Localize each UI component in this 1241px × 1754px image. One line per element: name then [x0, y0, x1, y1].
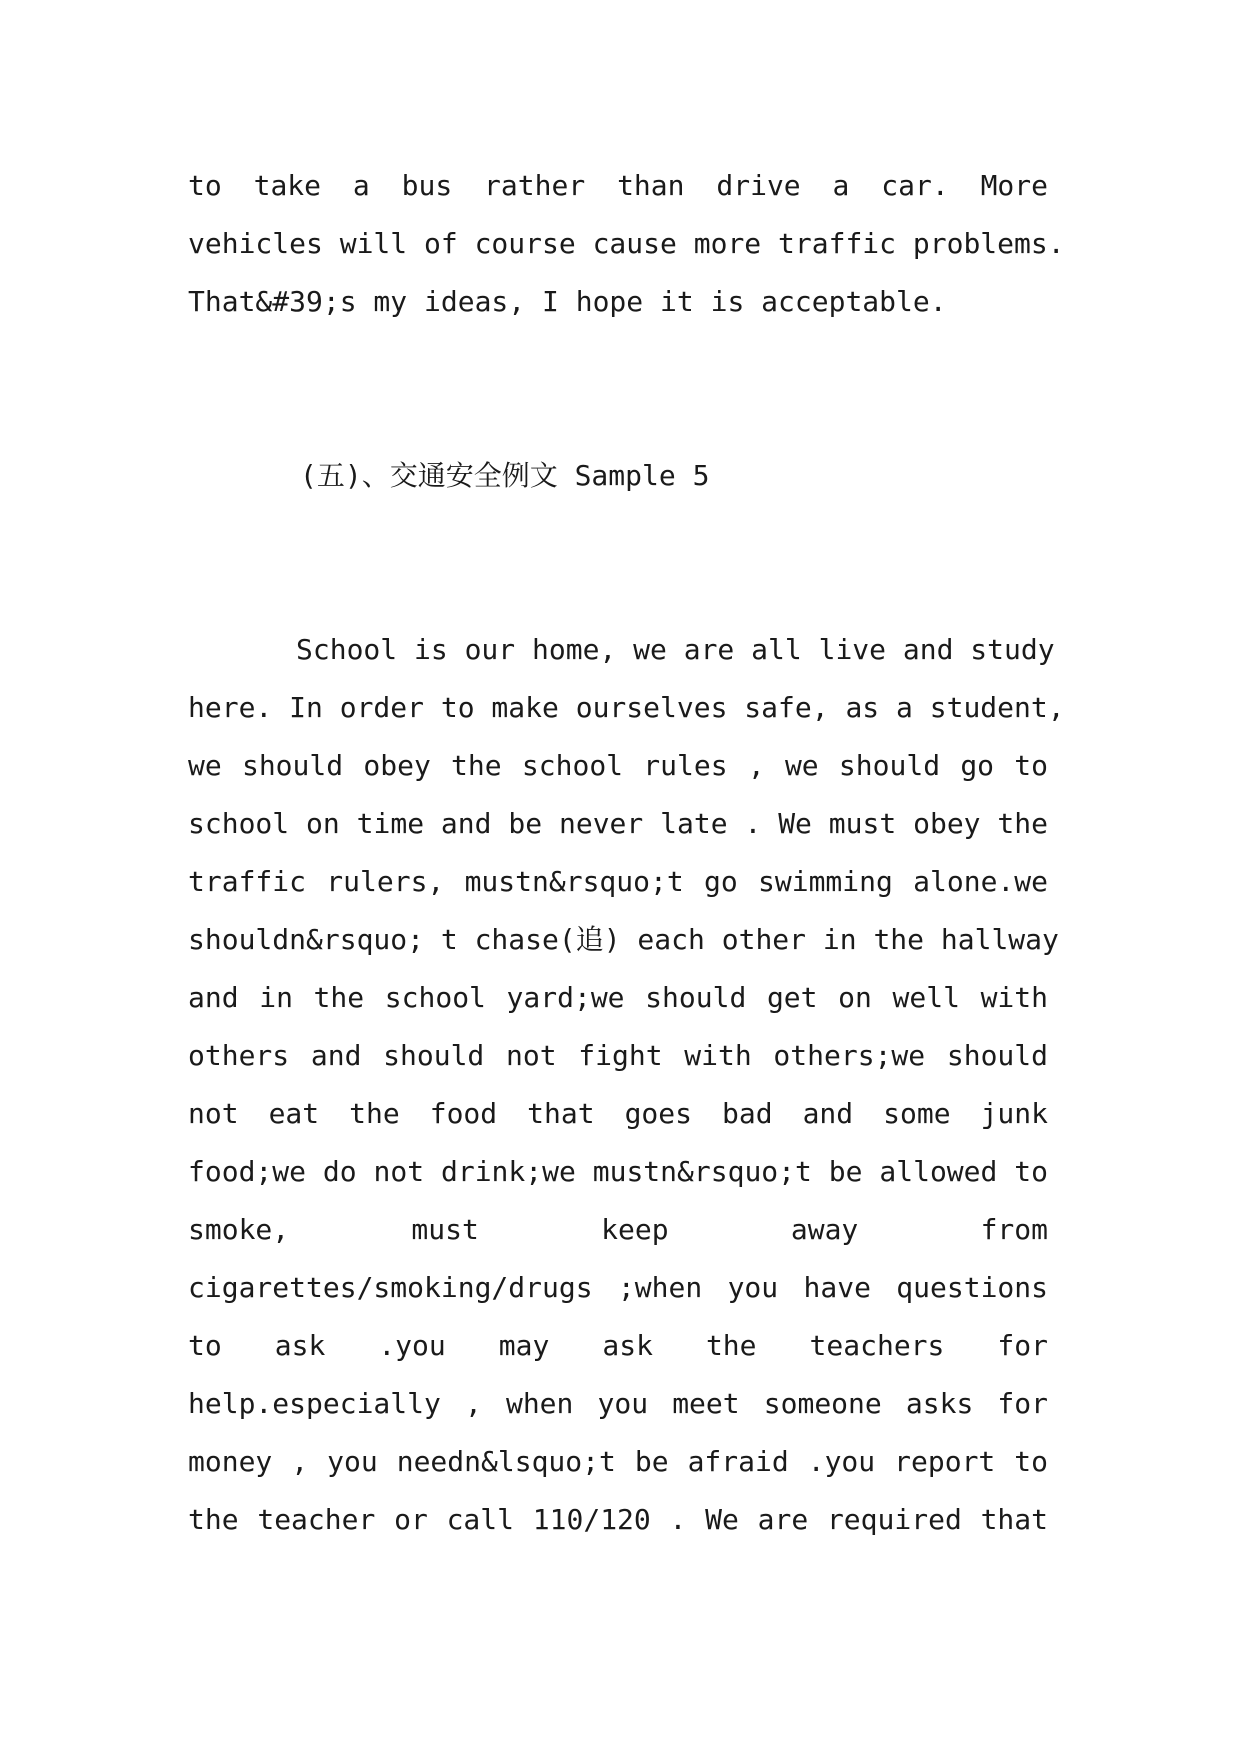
intro-line-3: That&#39;s my ideas, I hope it is acceptable.: [188, 285, 947, 318]
sample-line-4: school on time and be never late . We must obey the: [188, 807, 1048, 840]
sample-line-13: to ask .you may ask the teachers for: [188, 1329, 1048, 1362]
sample-line-12: cigarettes/smoking/drugs ;when you have questions: [188, 1271, 1048, 1304]
section-heading: (五)、交通安全例文 Sample 5: [300, 459, 710, 492]
sample-line-8: others and should not fight with others;we should: [188, 1039, 1048, 1072]
sample-line-7: and in the school yard;we should get on well with: [188, 981, 1048, 1014]
sample-line-9: not eat the food that goes bad and some junk: [188, 1097, 1048, 1130]
intro-line-1: to take a bus rather than drive a car. More: [188, 169, 1048, 202]
sample-line-1: School is our home, we are all live and study: [296, 633, 1055, 666]
sample-line-5: traffic rulers, mustn&rsquo;t go swimming alone.we: [188, 865, 1048, 898]
intro-line-2: vehicles will of course cause more traffic problems.: [188, 227, 1065, 260]
sample-line-15: money , you needn&lsquo;t be afraid .you report to: [188, 1445, 1048, 1478]
sample-line-14: help.especially , when you meet someone asks for: [188, 1387, 1048, 1420]
sample-line-6: shouldn&rsquo; t chase(追) each other in the hallway: [188, 923, 1059, 956]
sample-line-10: food;we do not drink;we mustn&rsquo;t be allowed to: [188, 1155, 1048, 1188]
sample-line-2: here. In order to make ourselves safe, as a student,: [188, 691, 1065, 724]
sample-line-11: smoke, must keep away from: [188, 1213, 1048, 1246]
sample-line-3: we should obey the school rules , we should go to: [188, 749, 1048, 782]
sample-line-16: the teacher or call 110/120 . We are required that: [188, 1503, 1048, 1536]
